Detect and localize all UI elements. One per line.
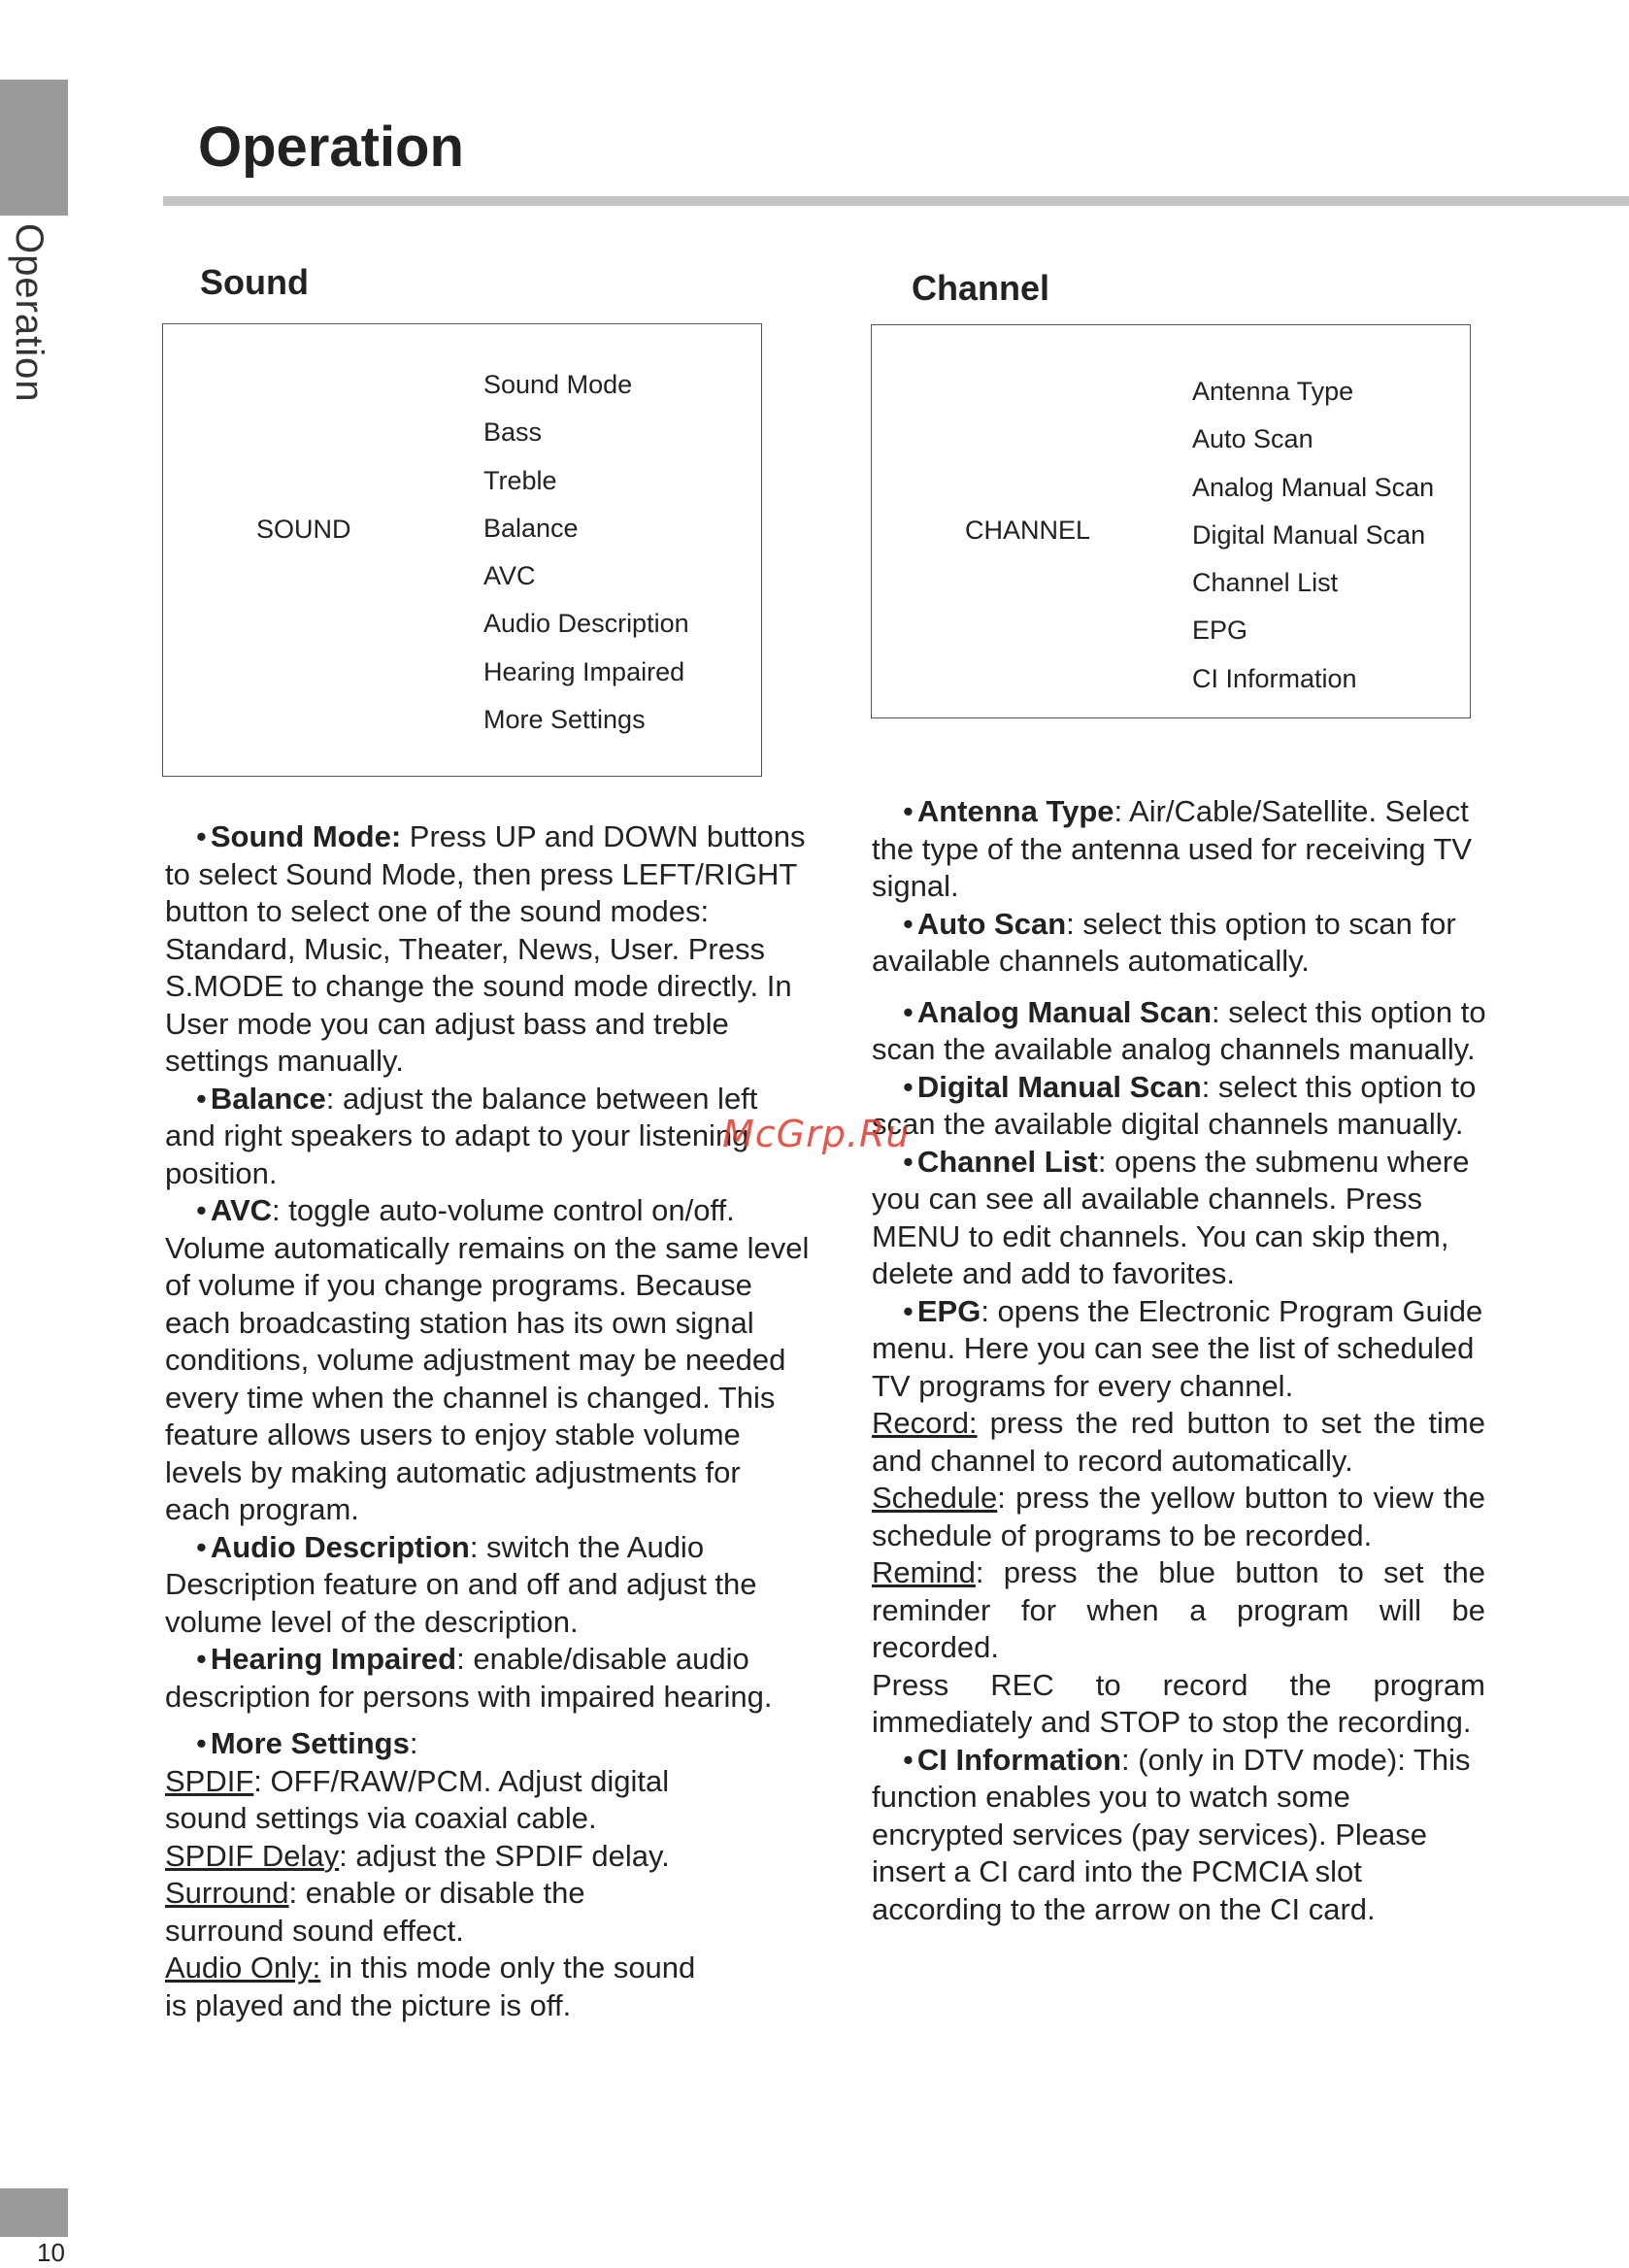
option-text: press the red button to set the time and channel to record automatically. <box>872 1406 1485 1478</box>
setting-text: in this mode only the sound is played and the picture is off. <box>165 1951 696 2022</box>
menu-item: Treble <box>483 465 557 495</box>
channel-menu-label: CHANNEL <box>965 516 1091 545</box>
item-text: Press UP and DOWN buttons to select Sound Mode, then press LEFT/RIGHT button to select one of the sound modes: Standard, Music, Theater, News, User. Press S.MODE to change the sound mode directly. In User mode you can adjust bass and treble settings manually. <box>165 819 806 1078</box>
item-text: : select this option to scan for available channels automatically. <box>872 906 1456 978</box>
digital-manual-scan-item <box>872 1069 1542 1144</box>
item-term: Channel List <box>916 1144 1098 1179</box>
item-term: AVC <box>210 1193 273 1227</box>
schedule-option <box>872 1480 1485 1554</box>
item-text: : <box>409 1726 418 1760</box>
title-divider <box>163 196 1629 206</box>
menu-item: Antenna Type <box>1192 377 1354 406</box>
channel-descriptions <box>872 793 1542 1928</box>
watermark: McGrp.Ru <box>722 1113 911 1155</box>
setting-text: : enable or disable the surround sound effect. <box>165 1876 585 1948</box>
menu-item: Analog Manual Scan <box>1192 472 1435 502</box>
menu-item: AVC <box>483 561 536 591</box>
channel-heading: Channel <box>912 268 1050 308</box>
bullet-icon: • <box>903 1293 914 1328</box>
avc-item <box>165 1192 814 1529</box>
item-text: : Air/Cable/Satellite. Select the type of the antenna used for receiving TV signal. <box>872 794 1473 903</box>
item-text: : adjust the balance between left and right speakers to adapt to your listening position. <box>165 1081 758 1190</box>
menu-item: CI Information <box>1192 663 1357 693</box>
item-text: : select this option to scan the available analog channels manually. <box>872 994 1486 1066</box>
menu-item: Hearing Impaired <box>483 656 685 686</box>
sound-heading: Sound <box>200 262 309 302</box>
setting-term: Surround <box>165 1876 289 1910</box>
menu-item: Digital Manual Scan <box>1192 519 1426 550</box>
bullet-icon: • <box>196 1193 207 1227</box>
hearing-impaired-item <box>165 1641 814 1716</box>
item-text: : select this option to scan the available digital channels manually. <box>872 1069 1477 1141</box>
setting-term: Audio Only: <box>165 1951 321 1984</box>
menu-item: Channel List <box>1192 568 1339 598</box>
item-term: More Settings <box>210 1726 410 1760</box>
item-term: CI Information <box>916 1742 1121 1777</box>
balance-item <box>165 1081 814 1193</box>
more-settings-item <box>165 1725 814 1763</box>
sound-mode-item <box>165 818 814 1081</box>
menu-item: Bass <box>483 417 543 448</box>
channel-list-item <box>872 1144 1493 1293</box>
antenna-type-item <box>872 793 1513 906</box>
menu-item: Auto Scan <box>1192 424 1313 454</box>
item-text: : toggle auto-volume control on/off. Volume automatically remains on the same level of volume if you change programs. Because each broadcasting station has its own signal conditions, volume adjustment may be needed every time when the channel is changed. This feature allows users to enjoy stable volume levels by making automatic adjustments for each program. <box>165 1193 810 1526</box>
analog-manual-scan-item <box>872 994 1542 1069</box>
sound-menu-items <box>483 361 689 744</box>
bullet-icon: • <box>196 819 207 853</box>
bullet-icon: • <box>196 1726 207 1760</box>
option-term: Record: <box>872 1406 978 1440</box>
item-term: Auto Scan <box>916 906 1067 941</box>
setting-text: : OFF/RAW/PCM. Adjust digital sound settings via coaxial cable. <box>165 1763 670 1835</box>
item-text: : (only in DTV mode): This function enables you to watch some encrypted services (pay services). Please insert a CI card into the PCMCIA slot according to the arrow on the CI card. <box>872 1742 1471 1926</box>
setting-term: SPDIF Delay <box>165 1838 340 1873</box>
sound-menu-diagram <box>162 323 762 777</box>
epg-item <box>872 1293 1493 1406</box>
menu-item: Audio Description <box>483 609 689 639</box>
channel-menu-diagram <box>871 324 1471 718</box>
sound-descriptions <box>165 818 814 2024</box>
option-text: : press the yellow button to view the schedule of programs to be recorded. <box>872 1481 1485 1552</box>
item-term: Balance <box>210 1081 326 1116</box>
bullet-icon: • <box>903 1742 914 1777</box>
menu-item: EPG <box>1192 616 1248 646</box>
page-number-tab <box>0 2188 68 2237</box>
record-option <box>872 1405 1485 1480</box>
item-term: Audio Description <box>210 1529 470 1564</box>
item-text: : opens the submenu where you can see all available channels. Press MENU to edit channels. You can skip them, delete and add to favorites. <box>872 1144 1470 1290</box>
setting-text: : adjust the SPDIF delay. <box>339 1838 670 1873</box>
bullet-icon: • <box>903 1069 914 1104</box>
menu-item: Sound Mode <box>483 370 633 399</box>
item-text: : enable/disable audio description for persons with impaired hearing. <box>165 1642 773 1714</box>
item-text: : switch the Audio Description feature on and off and adjust the volume level of the description. <box>165 1529 757 1639</box>
item-term: Analog Manual Scan <box>916 994 1213 1029</box>
bullet-icon: • <box>903 994 914 1029</box>
channel-menu-items <box>1192 368 1434 703</box>
bullet-icon: • <box>196 1642 207 1676</box>
item-term: Digital Manual Scan <box>916 1069 1202 1104</box>
audio-only-setting <box>165 1950 709 2024</box>
menu-item: Balance <box>483 513 579 543</box>
page-number: 10 <box>37 2238 65 2267</box>
surround-setting <box>165 1875 631 1950</box>
item-term: Antenna Type <box>916 794 1114 828</box>
spdif-delay-setting <box>165 1838 709 1876</box>
page-title: Operation <box>198 116 464 179</box>
side-tab-marker <box>0 80 68 216</box>
spdif-setting <box>165 1763 709 1838</box>
option-term: Remind <box>872 1555 976 1589</box>
item-term: Sound Mode: <box>210 819 402 853</box>
item-term: EPG <box>916 1293 981 1328</box>
sound-menu-label: SOUND <box>256 515 351 544</box>
setting-term: SPDIF <box>165 1763 254 1798</box>
audio-description-item <box>165 1529 814 1642</box>
bullet-icon: • <box>903 906 914 941</box>
auto-scan-item <box>872 906 1474 981</box>
bullet-icon: • <box>196 1081 207 1116</box>
rec-note: Press REC to record the program immediately and STOP to stop the recording. <box>872 1667 1485 1739</box>
option-term: Schedule <box>872 1481 998 1515</box>
bullet-icon: • <box>196 1529 207 1564</box>
item-text: : opens the Electronic Program Guide menu. Here you can see the list of scheduled TV programs for every channel. <box>872 1293 1483 1403</box>
option-text: : press the blue button to set the reminder for when a program will be recorded. <box>872 1555 1485 1664</box>
item-term: Hearing Impaired <box>210 1642 457 1676</box>
bullet-icon: • <box>903 794 914 828</box>
side-tab-label: Operation <box>8 223 50 403</box>
bullet-icon: • <box>903 1144 914 1179</box>
remind-option <box>872 1554 1485 1667</box>
menu-item: More Settings <box>483 705 646 735</box>
ci-information-item <box>872 1742 1474 1929</box>
